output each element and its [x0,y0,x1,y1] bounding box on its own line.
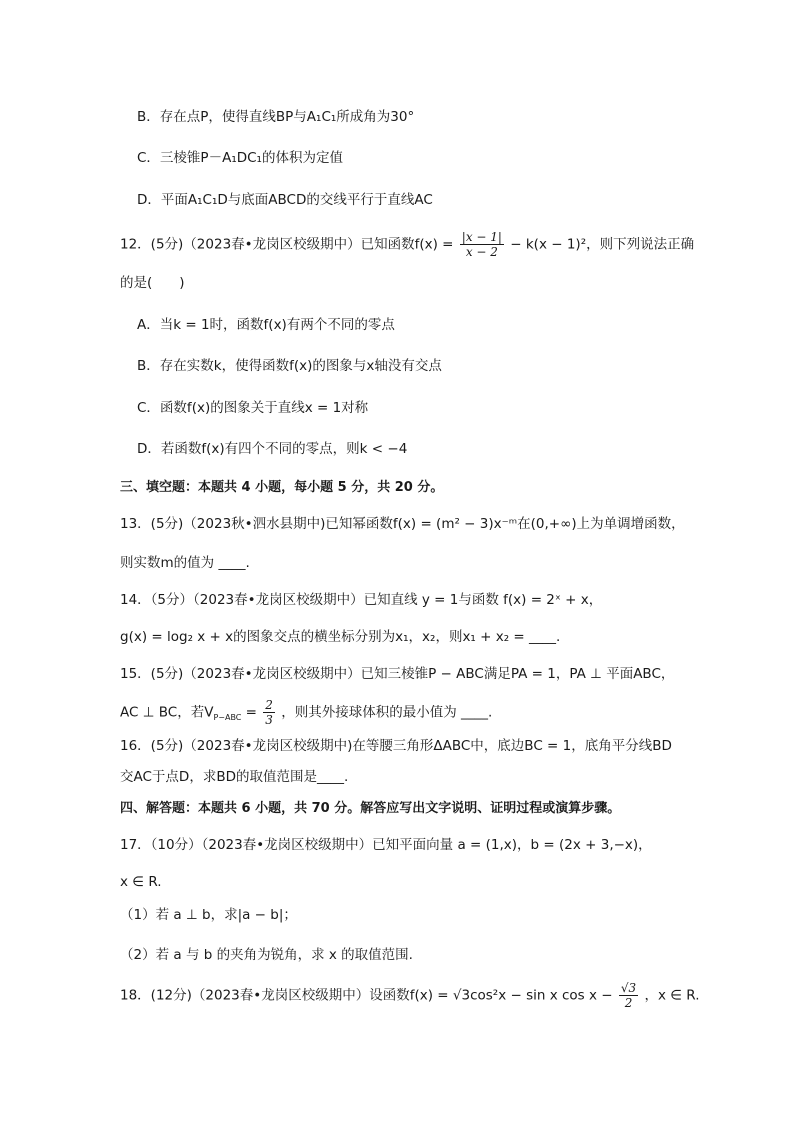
q14-line1: 14．（5分）（2023春•龙岗区校级期中）已知直线 y = 1与函数 f(x) = 2ˣ + x， [120,592,603,608]
q12-fraction: $\frac{|x - 1|}{x - 2}$ [461,230,502,259]
q13-line2: 则实数m的值为 ____. [120,555,250,571]
q15-line2: AC ⊥ BC，若$V_{P-ABC}$ = $\frac{2}{3}$ ，则其外接球体积的最小值为 ____. [120,698,493,727]
q13-line1: 13．(5分)（2023秋•泗水县期中)已知幂函数f(x) = (m² − 3)x⁻ᵐ在(0,+∞)上为单调增函数， [120,516,685,532]
q12-option-d: D．若函数f(x)有四个不同的零点，则k < −4 [137,441,408,457]
q12-option-b: B．存在实数k，使得函数f(x)的图象与x轴没有交点 [137,358,442,374]
q16-line2: 交AC于点D，求BD的取值范围是____. [120,769,349,785]
q16-line1: 16．(5分)（2023春•龙岗区校级期中)在等腰三角形ΔABC中，底边BC = 1，底角平分线BD [120,738,672,754]
q17-part1: （1）若 a ⊥ b，求|a − b|； [120,907,297,923]
q17-line1: 17．（10分）（2023春•龙岗区校级期中）已知平面向量 a = (1,x)，b = (2x + 3,−x)， [120,837,652,853]
q11-option-b: B．存在点P，使得直线BP与A₁C₁所成角为30° [137,109,415,125]
q17-line2: x ∈ R. [120,874,162,890]
q11-option-d: D．平面A₁C₁D与底面ABCD的交线平行于直线AC [137,192,433,208]
q15-fraction: $\frac{2}{3}$ [265,698,273,727]
q17-part2: （2）若 a 与 b 的夹角为锐角，求 x 的取值范围. [120,947,413,963]
q18-stem: 18．(12分)（2023春•龙岗区校级期中）设函数f(x) = √3cos²x − sin x cos x − $\frac{√3}{2}$ ，x ∈ R. [120,981,700,1010]
q14-line2: g(x) = log₂ x + x的图象交点的横坐标分别为x₁，x₂，则x₁ + x₂ = ____. [120,629,561,645]
section-4-heading: 四、解答题：本题共 6 小题，共 70 分。解答应写出文字说明、证明过程或演算步骤。 [120,801,621,816]
q12-option-c: C．函数f(x)的图象关于直线x = 1对称 [137,400,369,416]
q11-option-c: C．三棱锥P－A₁DC₁的体积为定值 [137,150,343,166]
q12-stem-line2: 的是( ) [120,275,185,291]
q18-fraction: $\frac{√3}{2}$ [620,981,637,1010]
q12-stem: 12．(5分)（2023春•龙岗区校级期中）已知函数f(x) = $\frac{|x - 1|}{x - 2}$ − k(x − 1)²，则下列说法正确 [120,230,695,259]
section-3-heading: 三、填空题：本题共 4 小题，每小题 5 分，共 20 分。 [120,480,444,495]
q12-option-a: A．当k = 1时，函数f(x)有两个不同的零点 [137,317,395,333]
q15-line1: 15．(5分)（2023春•龙岗区校级期中）已知三棱锥P − ABC满足PA = 1，PA ⊥ 平面ABC， [120,666,675,682]
